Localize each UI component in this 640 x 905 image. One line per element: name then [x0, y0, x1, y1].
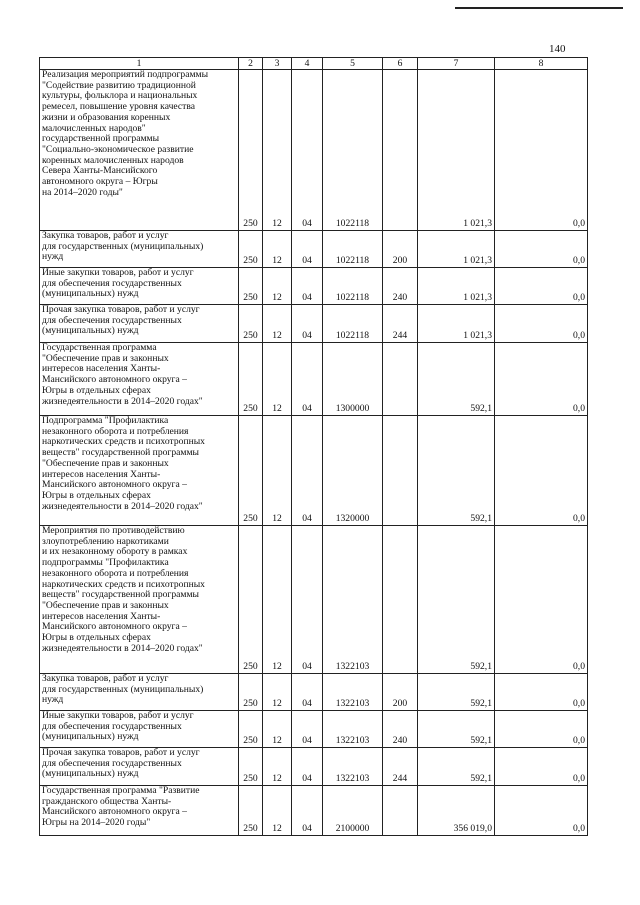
table-row	[40, 343, 588, 416]
cell-amount-2: 0,0	[495, 748, 588, 786]
cell-amount-2: 0,0	[495, 305, 588, 343]
row-description: Мероприятия по противодействию злоупотреблению наркотиками и их незаконному обороту в рамках подпрограммы "Профилактика незаконного оборота и потребления наркотических средств и психотропных веществ" государственной программы "Обеспечение прав и законных интересов населения Ханты- Мансийского автономного округа – Югры в отдельных сферах жизнедеятельности в 2014–2020 годах"	[40, 526, 239, 674]
cell-subsection: 04	[292, 786, 323, 836]
cell-subsection: 04	[292, 268, 323, 305]
column-header: 3	[263, 58, 292, 70]
cell-code: 250	[239, 305, 263, 343]
cell-amount-2: 0,0	[495, 70, 588, 231]
cell-code: 250	[239, 343, 263, 416]
column-header: 5	[323, 58, 383, 70]
row-description: Государственная программа "Развитие гражданского общества Ханты- Мансийского автономного округа – Югры на 2014–2020 годы"	[40, 786, 239, 836]
cell-target: 1022118	[323, 305, 383, 343]
cell-amount-2: 0,0	[495, 231, 588, 268]
column-header: 6	[383, 58, 418, 70]
cell-code: 250	[239, 748, 263, 786]
table-row	[40, 231, 588, 268]
cell-section: 12	[263, 786, 292, 836]
cell-section: 12	[263, 526, 292, 674]
cell-target: 1320000	[323, 416, 383, 526]
cell-type: 200	[383, 674, 418, 711]
cell-section: 12	[263, 748, 292, 786]
cell-type	[383, 343, 418, 416]
table-row	[40, 526, 588, 674]
column-header: 7	[418, 58, 495, 70]
cell-type	[383, 786, 418, 836]
cell-amount: 592,1	[418, 674, 495, 711]
cell-amount-2: 0,0	[495, 786, 588, 836]
table-row	[40, 674, 588, 711]
cell-target: 1022118	[323, 268, 383, 305]
cell-type: 244	[383, 305, 418, 343]
cell-section: 12	[263, 268, 292, 305]
cell-target: 1322103	[323, 748, 383, 786]
cell-subsection: 04	[292, 416, 323, 526]
cell-subsection: 04	[292, 70, 323, 231]
cell-subsection: 04	[292, 674, 323, 711]
cell-amount-2: 0,0	[495, 416, 588, 526]
cell-amount: 356 019,0	[418, 786, 495, 836]
cell-target: 1300000	[323, 343, 383, 416]
cell-section: 12	[263, 70, 292, 231]
row-description: Иные закупки товаров, работ и услуг для обеспечения государственных (муниципальных) нужд	[40, 711, 239, 748]
table-row	[40, 748, 588, 786]
table-row	[40, 70, 588, 231]
page-number: 140	[549, 43, 566, 55]
cell-target: 1322103	[323, 526, 383, 674]
cell-section: 12	[263, 305, 292, 343]
cell-section: 12	[263, 231, 292, 268]
cell-target: 1322103	[323, 711, 383, 748]
cell-subsection: 04	[292, 231, 323, 268]
cell-amount-2: 0,0	[495, 268, 588, 305]
cell-code: 250	[239, 416, 263, 526]
cell-subsection: 04	[292, 343, 323, 416]
cell-amount: 1 021,3	[418, 268, 495, 305]
row-description: Прочая закупка товаров, работ и услуг для обеспечения государственных (муниципальных) нужд	[40, 748, 239, 786]
cell-amount: 592,1	[418, 748, 495, 786]
row-description: Государственная программа "Обеспечение прав и законных интересов населения Ханты- Мансийского автономного округа – Югры в отдельных сферах жизнедеятельности в 2014–2020 годах"	[40, 343, 239, 416]
top-rule	[455, 7, 623, 9]
cell-type: 200	[383, 231, 418, 268]
table-row	[40, 305, 588, 343]
cell-section: 12	[263, 416, 292, 526]
cell-section: 12	[263, 674, 292, 711]
cell-target: 1022118	[323, 231, 383, 268]
column-header: 2	[239, 58, 263, 70]
cell-subsection: 04	[292, 711, 323, 748]
table-row	[40, 416, 588, 526]
row-description: Прочая закупка товаров, работ и услуг для обеспечения государственных (муниципальных) нужд	[40, 305, 239, 343]
cell-amount: 1 021,3	[418, 231, 495, 268]
row-description: Закупка товаров, работ и услуг для государственных (муниципальных) нужд	[40, 674, 239, 711]
cell-amount: 592,1	[418, 416, 495, 526]
cell-type: 244	[383, 748, 418, 786]
row-description: Реализация мероприятий подпрограммы "Содействие развитию традиционной культуры, фольклора и национальных ремесел, повышение уровня качества жизни и образования коренных малочисленных народов" государственной программы "Социально-экономическое развитие коренных малочисленных народов Севера Ханты-Мансийского автономного округа – Югры на 2014–2020 годы"	[40, 70, 239, 231]
column-header: 4	[292, 58, 323, 70]
cell-code: 250	[239, 231, 263, 268]
cell-subsection: 04	[292, 748, 323, 786]
cell-amount-2: 0,0	[495, 526, 588, 674]
cell-subsection: 04	[292, 305, 323, 343]
cell-amount-2: 0,0	[495, 711, 588, 748]
budget-table	[39, 57, 588, 836]
table-row	[40, 268, 588, 305]
cell-type	[383, 526, 418, 674]
row-description: Подпрограмма "Профилактика незаконного оборота и потребления наркотических средств и психотропных веществ" государственной программы "Обеспечение прав и законных интересов населения Ханты- Мансийского автономного округа – Югры в отдельных сферах жизнедеятельности в 2014–2020 годах"	[40, 416, 239, 526]
table-row	[40, 711, 588, 748]
cell-amount: 1 021,3	[418, 70, 495, 231]
cell-type: 240	[383, 711, 418, 748]
cell-amount: 592,1	[418, 343, 495, 416]
column-header: 1	[40, 58, 239, 70]
cell-type	[383, 70, 418, 231]
cell-target: 2100000	[323, 786, 383, 836]
cell-amount: 592,1	[418, 526, 495, 674]
cell-subsection: 04	[292, 526, 323, 674]
cell-section: 12	[263, 343, 292, 416]
table-header-row	[40, 58, 588, 70]
table-row	[40, 786, 588, 836]
cell-amount: 592,1	[418, 711, 495, 748]
cell-code: 250	[239, 786, 263, 836]
cell-amount: 1 021,3	[418, 305, 495, 343]
column-header: 8	[495, 58, 588, 70]
cell-code: 250	[239, 711, 263, 748]
cell-target: 1022118	[323, 70, 383, 231]
cell-section: 12	[263, 711, 292, 748]
cell-code: 250	[239, 674, 263, 711]
cell-target: 1322103	[323, 674, 383, 711]
row-description: Иные закупки товаров, работ и услуг для обеспечения государственных (муниципальных) нужд	[40, 268, 239, 305]
cell-type: 240	[383, 268, 418, 305]
cell-type	[383, 416, 418, 526]
cell-amount-2: 0,0	[495, 674, 588, 711]
cell-code: 250	[239, 268, 263, 305]
cell-amount-2: 0,0	[495, 343, 588, 416]
cell-code: 250	[239, 70, 263, 231]
cell-code: 250	[239, 526, 263, 674]
row-description: Закупка товаров, работ и услуг для государственных (муниципальных) нужд	[40, 231, 239, 268]
